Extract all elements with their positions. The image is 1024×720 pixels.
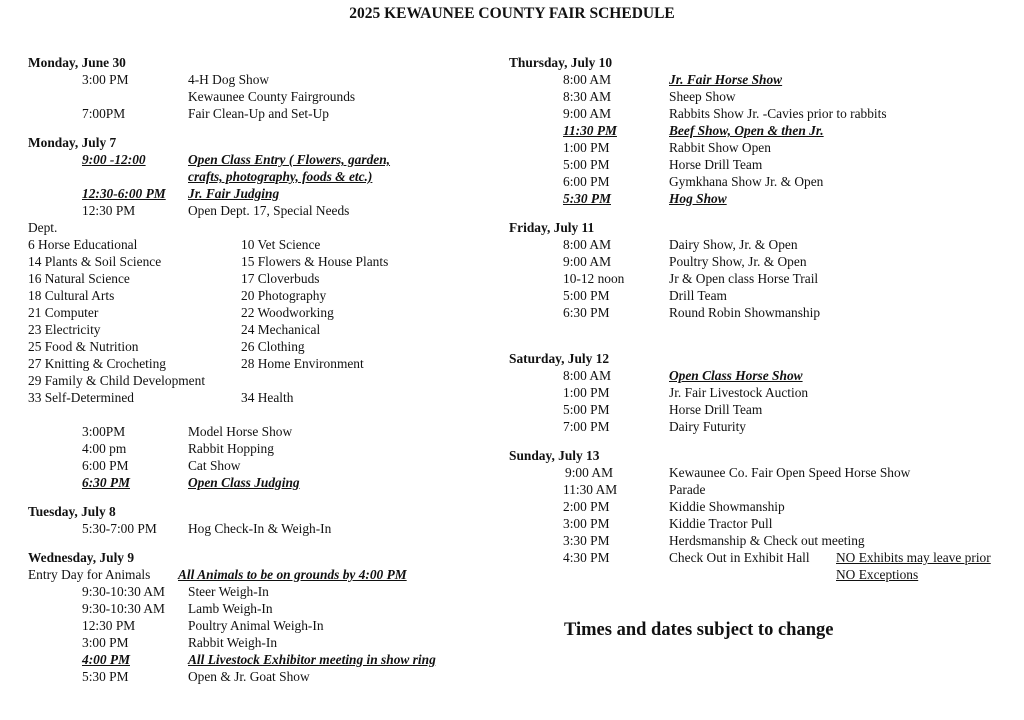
dept-row (28, 304, 488, 321)
schedule-disclaimer: Times and dates subject to change (564, 620, 834, 640)
page-title: 2025 KEWAUNEE COUNTY FAIR SCHEDULE (349, 5, 675, 22)
event-name: Kewaunee County Fairgrounds (188, 89, 356, 104)
event-time: 5:30-7:00 PM (82, 521, 157, 536)
day-heading-tuesday: Tuesday, July 8 (28, 504, 116, 519)
schedule-row (509, 156, 1019, 173)
dept-item: 25 Food & Nutrition (28, 339, 139, 354)
day-heading-saturday: Saturday, July 12 (509, 351, 610, 366)
event-time: 9:00 -12:00 (82, 152, 146, 167)
schedule-row (509, 515, 1019, 532)
dept-item: 22 Woodworking (241, 305, 334, 320)
day-heading-wednesday: Wednesday, July 9 (28, 550, 135, 565)
day-heading-thursday: Thursday, July 10 (509, 55, 613, 70)
schedule-row (28, 440, 488, 457)
schedule-row (28, 202, 488, 219)
event-time: 7:00PM (82, 106, 126, 121)
dept-row (28, 372, 488, 389)
event-time: 5:30 PM (82, 669, 129, 684)
schedule-row (28, 634, 488, 651)
dept-item: 16 Natural Science (28, 271, 130, 286)
dept-item: 20 Photography (241, 288, 327, 303)
event-name: Kiddie Tractor Pull (669, 516, 773, 531)
event-time: 2:00 PM (563, 499, 610, 514)
event-name: Kiddie Showmanship (669, 499, 785, 514)
event-name: Open Class Judging (188, 475, 300, 490)
event-time: 6:00 PM (563, 174, 610, 189)
event-name: Open & Jr. Goat Show (188, 669, 310, 684)
dept-item: 14 Plants & Soil Science (28, 254, 162, 269)
dept-item: 26 Clothing (241, 339, 305, 354)
event-name: Beef Show, Open & then Jr. (669, 123, 824, 138)
event-name: Lamb Weigh-In (188, 601, 273, 616)
event-time: 5:30 PM (563, 191, 611, 206)
event-time: 5:00 PM (563, 288, 610, 303)
event-time: 6:00 PM (82, 458, 129, 473)
schedule-row (509, 566, 1019, 583)
left-column (28, 54, 488, 685)
day-heading-monday-june-30: Monday, June 30 (28, 55, 126, 70)
right-column (509, 54, 1019, 583)
event-time: 1:00 PM (563, 385, 610, 400)
event-time: 11:30 PM (563, 123, 617, 138)
schedule-row (28, 88, 488, 105)
schedule-row (28, 668, 488, 685)
dept-row (28, 321, 488, 338)
event-name: Jr & Open class Horse Trail (669, 271, 819, 286)
event-name: Parade (669, 482, 706, 497)
event-time: 12:30 PM (82, 618, 136, 633)
schedule-row (28, 105, 488, 122)
dept-item: 17 Cloverbuds (241, 271, 320, 286)
schedule-row (509, 173, 1019, 190)
schedule-row (509, 88, 1019, 105)
event-name: Hog Show (669, 191, 727, 206)
event-time: 9:00 AM (565, 465, 613, 480)
event-name: Rabbit Weigh-In (188, 635, 278, 650)
event-time: 3:30 PM (563, 533, 610, 548)
schedule-row (28, 423, 488, 440)
schedule-row (509, 139, 1019, 156)
event-name: Horse Drill Team (669, 402, 763, 417)
day-heading-friday: Friday, July 11 (509, 220, 595, 235)
event-name: Rabbits Show Jr. -Cavies prior to rabbits (669, 106, 887, 121)
dept-item: 10 Vet Science (241, 237, 321, 252)
schedule-row (28, 151, 488, 168)
event-name: Poultry Show, Jr. & Open (669, 254, 807, 269)
event-name: Model Horse Show (188, 424, 293, 439)
schedule-row (509, 532, 1019, 549)
schedule-row (28, 474, 488, 491)
dept-item: 6 Horse Educational (28, 237, 138, 252)
dept-item: 21 Computer (28, 305, 99, 320)
event-name: Round Robin Showmanship (669, 305, 821, 320)
event-time: 3:00 PM (82, 635, 129, 650)
event-time: 7:00 PM (563, 419, 610, 434)
schedule-row (28, 651, 488, 668)
event-time: 4:30 PM (563, 550, 610, 565)
schedule-row (509, 105, 1019, 122)
dept-row (28, 236, 488, 253)
schedule-row (28, 168, 488, 185)
event-time: 5:00 PM (563, 157, 610, 172)
event-time: 10-12 noon (563, 271, 625, 286)
dept-row (28, 287, 488, 304)
event-name: Jr. Fair Horse Show (669, 72, 783, 87)
event-name: Rabbit Hopping (188, 441, 274, 456)
event-time: 5:00 PM (563, 402, 610, 417)
schedule-row (28, 71, 488, 88)
event-name: 4-H Dog Show (188, 72, 270, 87)
event-name: Fair Clean-Up and Set-Up (188, 106, 329, 121)
schedule-row (28, 566, 488, 583)
event-time: 6:30 PM (82, 475, 130, 490)
checkout-note: NO Exhibits may leave prior (836, 550, 991, 565)
event-time: 9:00 AM (563, 106, 611, 121)
event-name: Rabbit Show Open (669, 140, 771, 155)
dept-item: 18 Cultural Arts (28, 288, 115, 303)
dept-label: Dept. (28, 220, 58, 235)
entry-label: Entry Day for Animals (28, 567, 151, 582)
schedule-row (28, 457, 488, 474)
schedule-row (28, 617, 488, 634)
event-name: Steer Weigh-In (188, 584, 269, 599)
event-name: Cat Show (188, 458, 241, 473)
event-name: Dairy Futurity (669, 419, 746, 434)
event-name: Herdsmanship & Check out meeting (669, 533, 865, 548)
event-name: Open Class Entry ( Flowers, garden, (188, 152, 391, 167)
event-time: 9:30-10:30 AM (82, 584, 165, 599)
event-time: 9:30-10:30 AM (82, 601, 165, 616)
event-name: Gymkhana Show Jr. & Open (669, 174, 824, 189)
event-time: 11:30 AM (563, 482, 618, 497)
checkout-note-exceptions: NO Exceptions (836, 567, 919, 582)
dept-item: 28 Home Environment (241, 356, 364, 371)
event-time: 8:00 AM (563, 368, 611, 383)
schedule-row (28, 520, 488, 537)
schedule-row (509, 287, 1019, 304)
dept-item: 29 Family & Child Development (28, 373, 206, 388)
event-time: 3:00PM (82, 424, 126, 439)
event-name: Sheep Show (669, 89, 736, 104)
event-name: All Livestock Exhibitor meeting in show ring (188, 652, 436, 667)
event-name: Check Out in Exhibit Hall (669, 550, 810, 565)
event-time: 8:00 AM (563, 72, 611, 87)
event-time: 3:00 PM (82, 72, 129, 87)
dept-item: 34 Health (241, 390, 294, 405)
schedule-row (509, 464, 1019, 481)
event-time: 8:30 AM (563, 89, 611, 104)
event-time: 8:00 AM (563, 237, 611, 252)
event-name: Horse Drill Team (669, 157, 763, 172)
event-time: 12:30-6:00 PM (82, 186, 166, 201)
dept-row (28, 355, 488, 372)
event-time: 12:30 PM (82, 203, 136, 218)
event-time: 4:00 pm (82, 441, 127, 456)
schedule-row (28, 185, 488, 202)
schedule-row (509, 418, 1019, 435)
event-name: crafts, photography, foods & etc.) (188, 169, 373, 184)
schedule-row (509, 498, 1019, 515)
event-time: 3:00 PM (563, 516, 610, 531)
dept-row (28, 389, 488, 406)
dept-item: 24 Mechanical (241, 322, 321, 337)
dept-item: 27 Knitting & Crocheting (28, 356, 166, 371)
entry-note: All Animals to be on grounds by 4:00 PM (178, 567, 407, 582)
event-name: Open Class Horse Show (669, 368, 803, 383)
schedule-row (28, 600, 488, 617)
schedule-row (509, 304, 1019, 321)
schedule-row (509, 122, 1019, 139)
dept-row (28, 338, 488, 355)
schedule-row (509, 481, 1019, 498)
event-name: Dairy Show, Jr. & Open (669, 237, 798, 252)
event-time: 1:00 PM (563, 140, 610, 155)
dept-row (28, 270, 488, 287)
schedule-row (28, 583, 488, 600)
dept-row (28, 253, 488, 270)
event-name: Open Dept. 17, Special Needs (188, 203, 350, 218)
day-heading-sunday: Sunday, July 13 (509, 448, 600, 463)
dept-item: 33 Self-Determined (28, 390, 134, 405)
schedule-row (509, 71, 1019, 88)
event-name: Drill Team (669, 288, 727, 303)
event-time: 4:00 PM (82, 652, 130, 667)
schedule-row (509, 253, 1019, 270)
event-name: Jr. Fair Judging (188, 186, 280, 201)
schedule-row (509, 367, 1019, 384)
event-name: Hog Check-In & Weigh-In (188, 521, 332, 536)
schedule-row (509, 549, 1019, 566)
dept-item: 23 Electricity (28, 322, 101, 337)
schedule-row (509, 401, 1019, 418)
schedule-row (509, 190, 1019, 207)
dept-item: 15 Flowers & House Plants (241, 254, 389, 269)
event-name: Poultry Animal Weigh-In (188, 618, 324, 633)
schedule-row (509, 384, 1019, 401)
day-heading-monday-july-7: Monday, July 7 (28, 135, 117, 150)
event-time: 6:30 PM (563, 305, 610, 320)
schedule-row (509, 270, 1019, 287)
event-name: Jr. Fair Livestock Auction (669, 385, 809, 400)
schedule-row (509, 236, 1019, 253)
event-time: 9:00 AM (563, 254, 611, 269)
event-name: Kewaunee Co. Fair Open Speed Horse Show (669, 465, 911, 480)
